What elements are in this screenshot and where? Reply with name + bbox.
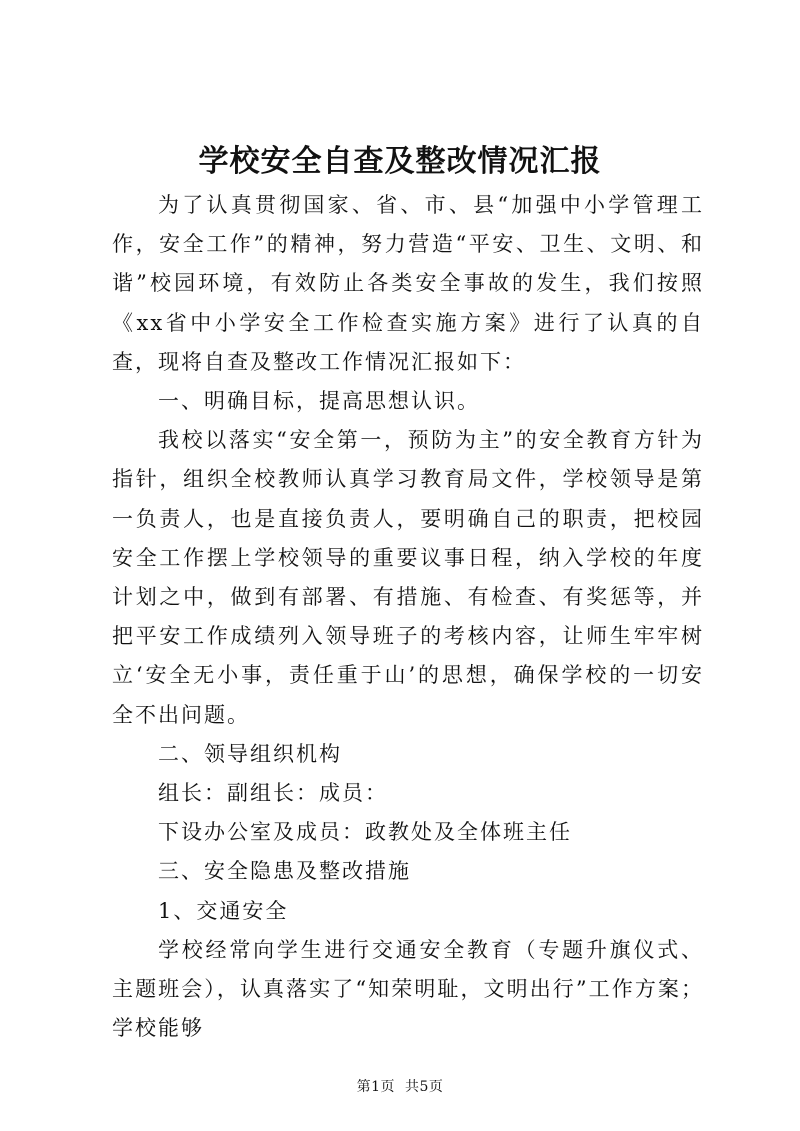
- paragraph-leaders: 组长：副组长：成员：: [158, 781, 388, 806]
- section-heading-3: 三、安全隐患及整改措施: [158, 859, 411, 884]
- page-footer: [0, 1077, 800, 1097]
- section-heading-2: 二、领导组织机构: [158, 741, 342, 766]
- document-title: 学校安全自查及整改情况汇报: [198, 144, 602, 179]
- paragraph-office: 下设办公室及成员：政教处及全体班主任: [158, 820, 572, 845]
- paragraph-section-1: 我校以落实“安全第一，预防为主”的安全教育方针为指针，组织全校教师认真学习教育局文件，学校领导是第一负责人，也是直接负责人，要明确自己的职责，把校园安全工作摆上学校领导的重要议事日程，纳入学校的年度计划之中，做到有部署、有措施、有检查、有奖惩等，并把平安工作成绩列入领导班子的考核内容，让师生牢牢树立‘安全无小事，责任重于山’的思想，确保学校的一切安全不出问题。: [112, 428, 704, 727]
- document-body: [112, 186, 704, 1048]
- page-total: 共5页: [405, 1079, 444, 1095]
- page-number: 第1页: [356, 1079, 395, 1095]
- subsection-heading-traffic: 1、交通安全: [158, 898, 289, 923]
- paragraph-intro: 为了认真贯彻国家、省、市、县“加强中小学管理工作，安全工作”的精神，努力营造“平安、卫生、文明、和谐”校园环境，有效防止各类安全事故的发生，我们按照《xx省中小学安全工作检查实施方案》进行了认真的自查，现将自查及整改工作情况汇报如下：: [112, 193, 704, 374]
- section-heading-1: 一、明确目标，提高思想认识。: [158, 389, 480, 414]
- paragraph-traffic: 学校经常向学生进行交通安全教育（专题升旗仪式、主题班会），认真落实了“知荣明耻，文明出行”工作方案；学校能够: [112, 937, 704, 1041]
